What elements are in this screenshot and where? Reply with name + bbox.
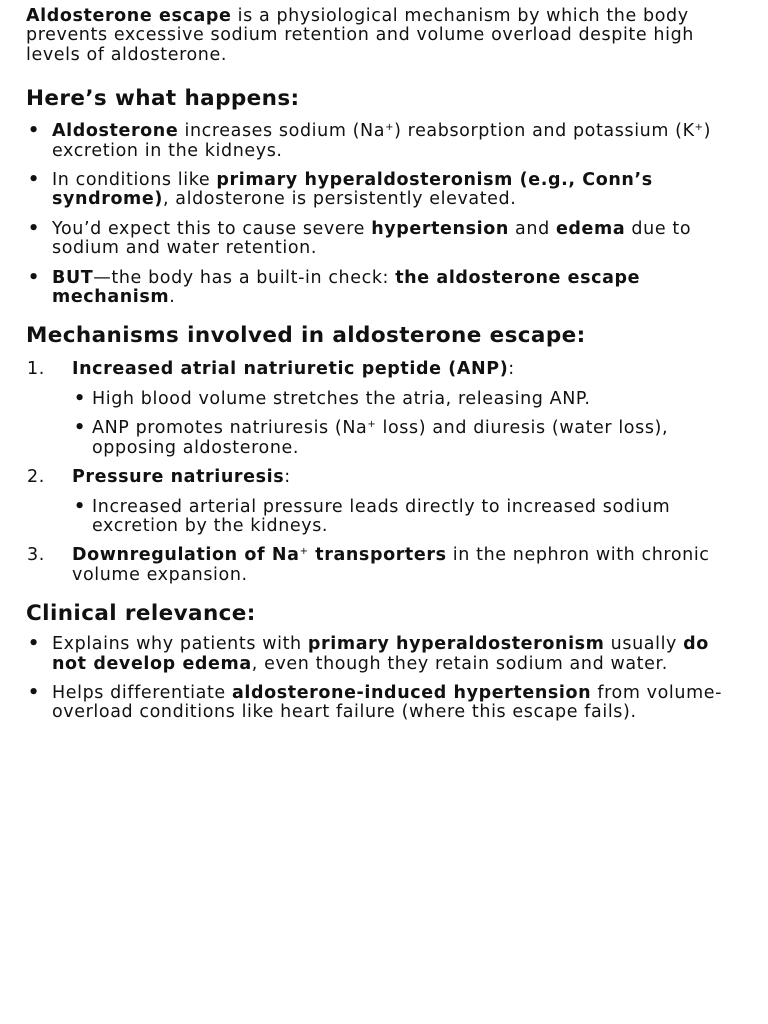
text-run: —the body has a built-in check:: [93, 267, 396, 288]
bold-text: Aldosterone: [52, 121, 179, 142]
what-happens-list: [26, 122, 740, 307]
bold-text: do not develop edema: [52, 634, 709, 674]
text-run: You’d expect this to cause severe: [52, 218, 372, 239]
sub-list-item: [72, 390, 740, 409]
bold-text: primary hyperaldosteronism: [307, 634, 605, 655]
bold-text: Pressure natriuresis: [72, 467, 285, 488]
text-run: in the nephron with chronic volume expansion.: [72, 545, 710, 585]
section-heading-what-happens: Here’s what happens:: [26, 86, 300, 112]
text-run: and: [508, 218, 556, 239]
text-run: ) reabsorption and potassium (K: [394, 121, 695, 142]
bold-text: hypertension: [371, 218, 509, 239]
text-run: loss) and diuresis (water loss), opposing aldosterone.: [92, 418, 669, 458]
text-run: , even though they retain sodium and water.: [251, 653, 668, 674]
sub-list: [72, 498, 740, 537]
text-run: ANP promotes natriuresis (Na: [92, 418, 368, 439]
item-number: 1.: [27, 359, 45, 380]
numbered-item: [26, 546, 740, 585]
text-run: , aldosterone is persistently elevated.: [162, 189, 517, 210]
text-run: usually: [604, 634, 684, 655]
intro-text: is a physiological mechanism by which the body prevents excessive sodium retention and volume overload despite high levels of aldosterone.: [26, 6, 694, 65]
bold-text: aldosterone-induced hypertension: [231, 682, 592, 703]
text-run: Explains why patients with: [52, 634, 308, 655]
section-heading-clinical: Clinical relevance:: [26, 601, 256, 627]
list-item: [26, 171, 740, 210]
sub-list-item: [72, 498, 740, 537]
sub-list-item: [72, 419, 740, 458]
mechanisms-list: [26, 360, 740, 585]
bold-text: Increased atrial natriuretic peptide (ANP): [72, 359, 509, 380]
text-run: increases sodium (Na: [178, 121, 386, 142]
bold-text: edema: [555, 218, 626, 239]
list-item: [26, 122, 740, 161]
text-run: ) excretion in the kidneys.: [52, 121, 712, 161]
numbered-item: [26, 360, 740, 458]
item-number: 3.: [27, 545, 45, 566]
superscript: +: [385, 122, 395, 134]
item-number: 2.: [27, 467, 45, 488]
bold-text: primary hyperaldosteronism (e.g., Conn’s syndrome): [52, 170, 653, 210]
superscript: +: [367, 419, 377, 431]
bold-text: BUT: [52, 267, 94, 288]
numbered-item: [26, 468, 740, 536]
sub-list: [72, 390, 740, 458]
superscript: +: [299, 546, 309, 558]
list-item: [26, 220, 740, 259]
text-run: :: [284, 467, 291, 488]
bold-text: transporters: [308, 545, 447, 566]
text-run: Increased arterial pressure leads directly to increased sodium excretion by the kidneys.: [92, 496, 671, 536]
intro-paragraph: [26, 7, 740, 65]
text-run: from volume-overload conditions like heart failure (where this escape fails).: [52, 682, 722, 723]
superscript: +: [694, 122, 704, 134]
clinical-list: [26, 635, 740, 723]
text-run: High blood volume stretches the atria, releasing ANP.: [92, 388, 591, 409]
text-run: In conditions like: [52, 170, 217, 191]
text-run: Helps differentiate: [52, 682, 232, 703]
list-item: [26, 635, 740, 674]
list-item: [26, 269, 740, 308]
text-run: due to sodium and water retention.: [52, 218, 692, 259]
section-heading-mechanisms: Mechanisms involved in aldosterone escape:: [26, 323, 586, 349]
list-item: [26, 684, 740, 723]
bold-text: Downregulation of Na: [72, 545, 300, 566]
intro-term: Aldosterone escape: [26, 6, 232, 26]
text-run: :: [508, 359, 515, 380]
bold-text: the aldosterone escape mechanism: [52, 267, 641, 308]
text-run: .: [169, 287, 176, 308]
